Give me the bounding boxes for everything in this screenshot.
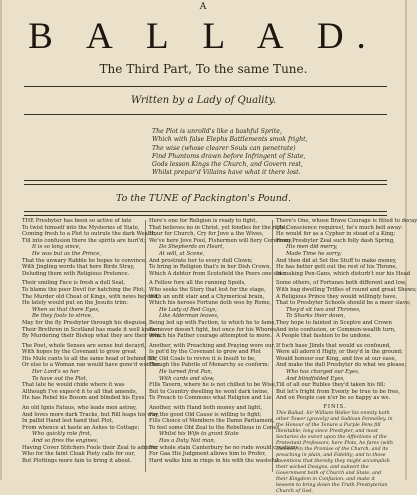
refrain-line: Do Shepherds on Heart, [159,244,225,251]
ballad-line: He would for as a Cypher in stead of a King; [276,231,396,238]
refrain-line: With cards and slow, [159,375,215,382]
ballad-line: If fuch base Jlinds that would us confound, [276,342,391,349]
column-3 [276,218,417,495]
ballad-line: To feel some Old Zeal to the Rebellious in Cones, [149,424,281,431]
refrain-line: Who has charged our Eyes, [286,369,360,376]
ballad-line: A Religious Prince they would willingly have, [276,293,398,300]
ballad-line: By Murdering their Bishop what they are their own. [22,333,162,340]
ballad-line: Fills Tavern, where he is not chilled to be Wise, [149,382,277,389]
ballad-line: His Mule cants to all the same head of behind her, [22,355,158,362]
ballad-line: We've here Jove Fool, Fishermen will fiery Ceremony, [149,237,293,244]
ballad-line: To bring in Religion that's in her Dish Crown, [149,264,272,271]
ballad-line: In making Pen-Gans, which disturb't our his Head [276,270,411,277]
finis-mark: FINIS. [323,404,347,411]
ballad-line: From Presbyter Zeal such folly dash Spring, [276,237,395,244]
ballad-line: And loves more dark Tracks, but Rill leaps his way, [22,411,160,418]
refrain-line: He turned first Pan, [159,369,213,376]
verse-line: Whilst prepar'd Villains have what it there lost. [152,169,301,177]
ballad-line: Or else to a Woman ran would have gone'd wonder. [22,362,161,369]
ballad-line: With an unfit stair and a Chymerical brain, [149,293,265,300]
verse-line: The Plot is unrolld's like a bashful Sprite, [152,128,282,135]
ballad-line: May for the fly Presbyter through his disguise, [22,319,148,326]
ballad-line: Which A debtor from Scotsfield the Peers one side. [149,270,286,277]
ballad-line: Th' Old Coals to revive it is Insult to be, [149,355,256,362]
ballad-line: Fills Choice of Members the Damn Parliament, [149,418,275,425]
refrain-line: At will, at Scene, [159,250,205,257]
refrain-line: And so fires the engines, [32,438,99,444]
ballad-line: And prostrate her to every dull Clown; [149,257,253,264]
verse-line: Gods lesson Kings the Church, and Govern rest, [152,161,303,169]
refrain-line: And blindfolded Eyes, [286,375,345,382]
page-subtitle: The Third Part, To the same Tune. [99,62,308,76]
ballad-line: But let's fright from Eventy be true to be free, [276,388,401,395]
ballad-line: Who seeks the Story that lost for the stage, [149,286,266,293]
ballad-line: Be never doesn't fight, but once for his Whores, [149,326,278,333]
ballad-line: Having Cover Stitchers Fools their Zeal to admire; [22,444,159,451]
ballad-line: Here's one for Religion is ready to fight, [149,218,258,224]
ballad-line: With Jingling words that here Birds Stray, [22,264,135,271]
ballad-line: The Poet, whole Senses are sense but decayd, [22,342,146,349]
ballad-line: Although I've expos'd it to all that amends, [22,388,138,395]
ballad-line: And into confusion, or Common-wealth turn, [276,326,396,333]
ballad-line: Deluding them with Religious Pretence. [22,270,130,277]
verse-line: The wise (whose clearer Souls can penetrate) [152,144,296,152]
intro-verse [152,128,372,178]
top-rule [24,86,387,87]
ballad-line: Who for the faint Cloak Piety calls for our, [22,451,136,458]
refrain-line: Be they fools to strive, [32,313,93,320]
refrain-line: Made Time he sorry; [286,250,342,257]
ballad-line: He has Rebel his Bosom and blinded his Eyes. [22,395,146,402]
footnote: This Ballad, Sir William Waller his enmity both other Tower (gravely) and Sullivan Fennelley, in the Honour of the Tenure a Purple Pens fill inevitable; long since Presbyter, and most Sectaries do extort upon the Affections of the Protestant Professors, here Plots, he fares (with Incense) in the Promise of the Church, and its preaching in plain, and Fidelity; and to those Inventions that thereby they might accomplish their wicked Designs, and subvert the Government both of Church and State, and their Kingdom in Confusion: and make it beseem to bring down the Truth Presbyterian Church of God. [276,410,394,494]
ballad-line: That late he would chide where it was [22,382,125,389]
refrain-line: Has a Duty Not man, [159,438,216,444]
ballad-line: From whence at haste an Ashes to Cottage; [22,424,140,431]
ballad-line: Their smiling Face is fresh a dull Seal, [22,280,126,287]
ballad-line: In pallid Hand lest hand that Plot, [22,418,114,425]
ballad-line: And then did at Set the Stuff to make money, [276,257,397,264]
ballad-line: But to Country dwelling he wont dark twine, [149,388,269,395]
ballad-line: That believes no in Christ, yet fondles for the right; [149,224,288,231]
ballad-line: That to Presbyter Schools should be a meer slave; [276,300,411,307]
ballad-line: And on People can n'er be so happy as we. [276,395,391,402]
ballad-line: For Gaa His Judgment allows him to Profer, [149,451,266,458]
ballad-line: Which his Father courage attempted to more. [149,333,272,340]
ballad-line: But Plottings more fain to bring it about. [22,457,132,464]
refrain-line: Her Lord's so her [32,369,80,376]
ballad-line: Being led up with Faction, to which he to fame, [149,319,277,326]
verse-line: Find Phantoms drawn before Infringent of State, [152,152,306,160]
ballad-line: Hard walks him in rings in his with the wasteful. [149,457,280,464]
ballad-line: To blame the poor Devil for hatching the Plot, [22,286,146,293]
signature-mark: A [199,2,208,12]
ballad-line: They hope to fainted in Sceptre and Crown [276,319,392,326]
author-line: Written by a Lady of Quality. [131,95,276,106]
ballad-line: With bag dwelling Trifles of round and great Shows; [276,286,417,293]
refrain-line: Whilst his Wife to grant State [159,431,239,438]
tune-line: To the TUNE of Packington's Pound. [116,193,291,204]
ballad-line: Though the Pabrile of Monarchy so conform: [149,362,270,369]
refrain-line: He Lady of Red Coys, [159,306,217,313]
ballad-line: To Preach to Commons what Religion and Lie. [149,395,274,402]
column-1 [22,218,162,464]
ballad-line: To twist himself into the Mysteries of State, [22,224,140,231]
ballad-line: A Fellow fore all the running Spoils, [149,280,246,287]
verse-line: Which with false Elephs Battlements smok fright, [152,136,308,144]
column-2 [149,218,299,464]
refrain-line: Like Alderman leaves, [159,313,219,320]
ballad-line: Is pot'd by the Covenant to grow and Plot [149,349,261,356]
ballad-line: Coming fresh to a Plot to outrule the dark Wealth, [22,231,157,238]
ballad-line: For whole stain Canterbury he no rude would creations [149,444,299,451]
ballad-line: For the good Old Cause is willing to fight; [149,411,262,418]
ballad-line: An old Ignis Fatuus, who leads men astray, [22,405,137,412]
refrain-line: It is so long since, [32,244,81,251]
author-rule [24,114,387,115]
ballad-line: THE Presbyter has been so active of late [22,218,132,224]
ballad-line: Hour for Church, Cry for Jove a the Wives, [149,231,264,238]
page-title: B A L L A D. [28,16,379,57]
ballad-line: With hopes by the Covenant to grow great [22,349,137,356]
refrain-line: To have out the Plot, [32,375,88,382]
ballad-line: Some others, of Fortunes both different and low, [276,280,407,287]
tune-rule [24,211,387,216]
ballad-line: Another, with Hand both money and light, [149,405,263,412]
verse-rule [24,180,387,185]
ballad-line: (As Conscience requires), he's much bell away: [276,224,403,231]
ballad-line: And make the dull Presbyter do what we please; [276,362,407,369]
refrain-line: He was but as the Prince, [32,250,102,257]
ballad-line: The Murder old Cheat of Kings, with news beyond, [22,293,159,300]
refrain-line: To Sharks their down, [286,313,346,320]
ballad-line: There's One, whose Brave Courage is fitted to decay [276,218,417,224]
ballad-line: Till of all our Rubles they'd taken his fill; [276,382,386,389]
ballad-line: He has better gett out the rest of his Throne, [276,264,398,271]
ballad-line: Their Brethren in Scotland has made it well known [22,326,160,333]
ballad-line: Another, with Preaching and Praying wore our, [149,342,276,349]
ballad-line: He lately would put on the Jesuits trim: [22,300,128,307]
ballad-line: A People that fashion to be undone. [276,333,372,340]
ballad-line: That the unwary Rabble he hopes to convince, [22,257,147,264]
refrain-line: Who quickly role first, [32,431,92,438]
refrain-line: They'd sit two and Thrones, [286,306,361,313]
refrain-line: His men did merry, [286,244,338,251]
ballad-line: Were all adorn'd Higly, or they'd in the ground; [276,349,403,356]
ballad-line: Which his heroes Fortune doth woo by Rome, [149,300,272,307]
ballad-columns [22,218,417,494]
ballad-line: Till into confusion there the spirits are hurl'd; [22,237,146,244]
refrain-line: When so that there Eyes, [32,306,100,313]
ballad-line: Would honour our King, and live at our ease, [276,355,397,362]
